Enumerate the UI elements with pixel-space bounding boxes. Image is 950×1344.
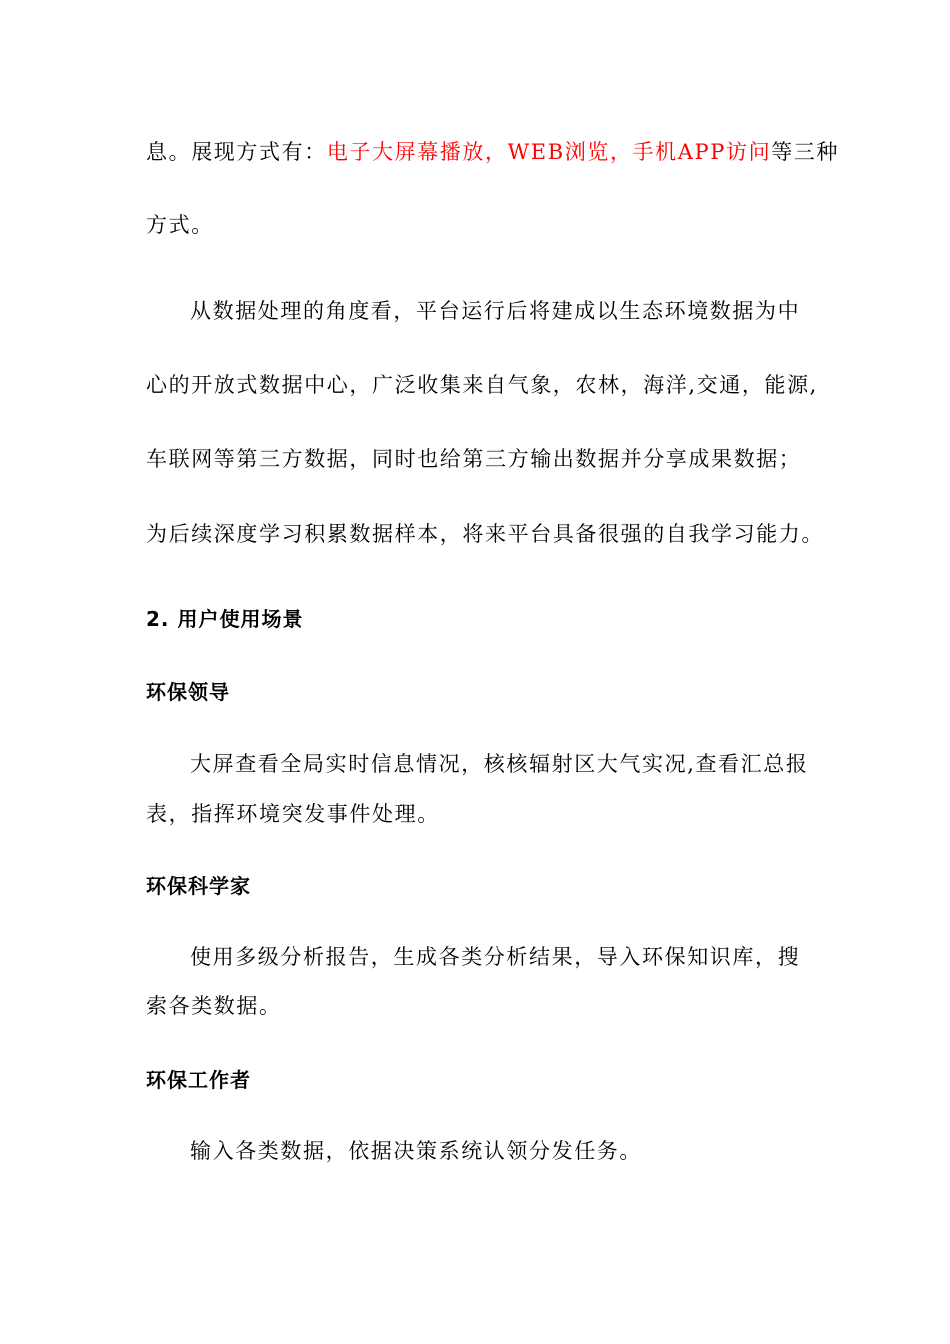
section-heading: 2. 用户使用场景	[146, 607, 304, 631]
paragraph-line: 车联网等第三方数据，同时也给第三方输出数据并分享成果数据；	[146, 447, 802, 471]
paragraph-line	[146, 137, 839, 167]
paragraph-line: 大屏查看全局实时信息情况，核核辐射区大气实况,查看汇总报	[190, 752, 809, 776]
paragraph-line: 索各类数据。	[146, 994, 282, 1018]
paragraph-line: 输入各类数据，依据决策系统认领分发任务。	[190, 1139, 642, 1163]
subsection-heading-worker: 环保工作者	[146, 1068, 251, 1092]
paragraph-line: 从数据处理的角度看，平台运行后将建成以生态环境数据为中	[190, 299, 801, 323]
subsection-heading-scientist: 环保科学家	[146, 874, 251, 898]
paragraph-line: 方式。	[146, 213, 214, 237]
highlighted-text: 电子大屏幕播放，WEB浏览，手机APP访问	[326, 140, 772, 164]
text-span: 息。展现方式有：	[146, 140, 327, 164]
subsection-heading-leader: 环保领导	[146, 680, 230, 704]
paragraph-line: 为后续深度学习积累数据样本，将来平台具备很强的自我学习能力。	[146, 522, 824, 546]
paragraph-line: 表，指挥环境突发事件处理。	[146, 802, 440, 826]
paragraph-line: 心的开放式数据中心，广泛收集来自气象，农林，海洋,交通，能源,	[146, 373, 818, 397]
paragraph-line: 使用多级分析报告，生成各类分析结果，导入环保知识库，搜	[190, 945, 801, 969]
text-span: 等三种	[771, 140, 839, 164]
